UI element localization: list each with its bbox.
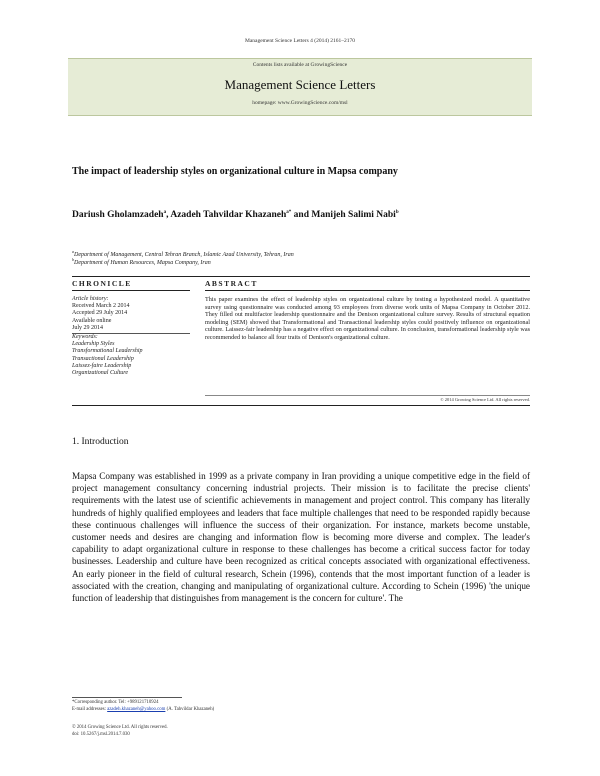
- footnote-rule: [72, 697, 182, 698]
- email-label: E-mail addresses:: [72, 707, 108, 712]
- author-sup: a*: [286, 210, 292, 215]
- header-rule: [72, 276, 530, 277]
- available-date: July 29 2014: [72, 324, 104, 331]
- section-heading: 1. Introduction: [72, 437, 129, 447]
- affiliation-text: Department of Human Resources, Mapsa Company, Iran: [74, 260, 211, 266]
- article-history-label: Article history:: [72, 296, 109, 302]
- contents-available-text: Contents lists available at GrowingScience: [252, 62, 348, 68]
- abstract-end-rule: [72, 405, 530, 406]
- abstract-text: This paper examines the effect of leadership styles on organizational culture by testing a hypothesized model. A quantitative survey using questionnaire was conducted among 93 employees from diverse work units of Mapsa Company in October 2012. They filled out multifactor leadership questionnaire and the Denison organizational culture survey. Results of structural equation modeling (SEM) showed that Transformational and Transactional leadership styles could positively influence on organizational culture. Laissez-fair leadership has a negative effect on organizational culture. In conclusion, transformational leadership style was recommended to balance all four traits of Denison's organizational culture.: [205, 296, 530, 341]
- abstract-copyright: © 2014 Growing Science Ltd. All rights reserved.: [440, 397, 530, 402]
- email-link[interactable]: azadeh.khazaneh@yahoo.com: [107, 707, 166, 712]
- keywords-label: Keywords:: [72, 333, 190, 341]
- author-list: [72, 210, 532, 220]
- accepted-date: Accepted 29 July 2014: [72, 310, 128, 317]
- available-online: Available online: [72, 317, 112, 324]
- journal-banner: [68, 58, 532, 116]
- keyword: Transactional Leadership: [72, 355, 134, 362]
- doi: doi: 10.5267/j.msl.2014.7.030: [72, 732, 130, 737]
- author-name: Manijeh Salimi Nabi: [311, 210, 396, 221]
- journal-homepage: homepage: www.GrowingScience.com/msl: [252, 100, 348, 106]
- chronicle-block: [72, 296, 190, 377]
- author-separator: and: [291, 210, 312, 221]
- keyword: Leadership Styles: [72, 341, 115, 348]
- author-sup: a: [163, 210, 167, 215]
- abstract-heading: ABSTRACT: [205, 279, 258, 288]
- chronicle-heading: CHRONICLE: [72, 279, 132, 288]
- abstract-bottom-rule: [205, 395, 530, 396]
- affiliation-sup: a: [72, 249, 74, 254]
- affiliation-sup: b: [72, 257, 74, 262]
- author-separator: ,: [166, 210, 171, 221]
- author-name: Azadeh Tahvildar Khazaneh: [170, 210, 287, 221]
- abstract-rule: [205, 290, 530, 291]
- keyword: Laissez-faire Leadership: [72, 362, 132, 369]
- chronicle-rule: [72, 290, 190, 291]
- corresponding-author: *Corresponding author. Tel: +989121710924: [72, 700, 159, 705]
- received-date: Received March 2 2014: [72, 303, 130, 310]
- body-paragraph: Mapsa Company was established in 1999 as a private company in Iran providing a unique competitive edge in the field of project management consultancy concerning industrial projects. Their mission is to facilitate the precise clients' requirements with the latest use of scientific achievements in management and project control. This company has literally hundreds of highly qualified employees and leaders that face multiple challenges that need to be responded rapidly because these continuous challenges will influence the success of their organization. For instance, markets become unstable, customer needs and desires are changing and information flow is becoming more diverse and complex. The leader's capability to adapt organizational culture in response to these challenges has become a critical success factor for today businesses. Leadership and culture have been recognized as critical concepts associated with organizational effectiveness. An early pioneer in the field of cultural research, Schein (1996), contends that the most important function of a leader is associated with the creation, changing and manipulating of organizational culture. According to Schein (1996) 'the unique function of leadership that distinguishes from management is the concern for culture'. The: [72, 471, 530, 604]
- affiliation-text: Department of Management, Central Tehran Branch, Islamic Azad University, Tehran, Iran: [74, 252, 294, 258]
- email-line: [72, 707, 214, 712]
- journal-name: Management Science Letters: [224, 77, 376, 92]
- author-sup: b: [395, 210, 399, 215]
- keyword: Transformational Leadership: [72, 348, 143, 355]
- keyword: Organizational Culture: [72, 370, 129, 377]
- affiliation: [72, 257, 532, 266]
- running-header: Management Science Letters 4 (2014) 2161–2170: [244, 38, 356, 44]
- footer-copyright: © 2014 Growing Science Ltd. All rights reserved.: [72, 725, 168, 730]
- email-owner: (A. Tahvildar Khazaneh): [165, 707, 215, 712]
- paper-title: The impact of leadership styles on organizational culture in Mapsa company: [72, 166, 398, 177]
- author-name: Dariush Gholamzadeh: [72, 210, 164, 221]
